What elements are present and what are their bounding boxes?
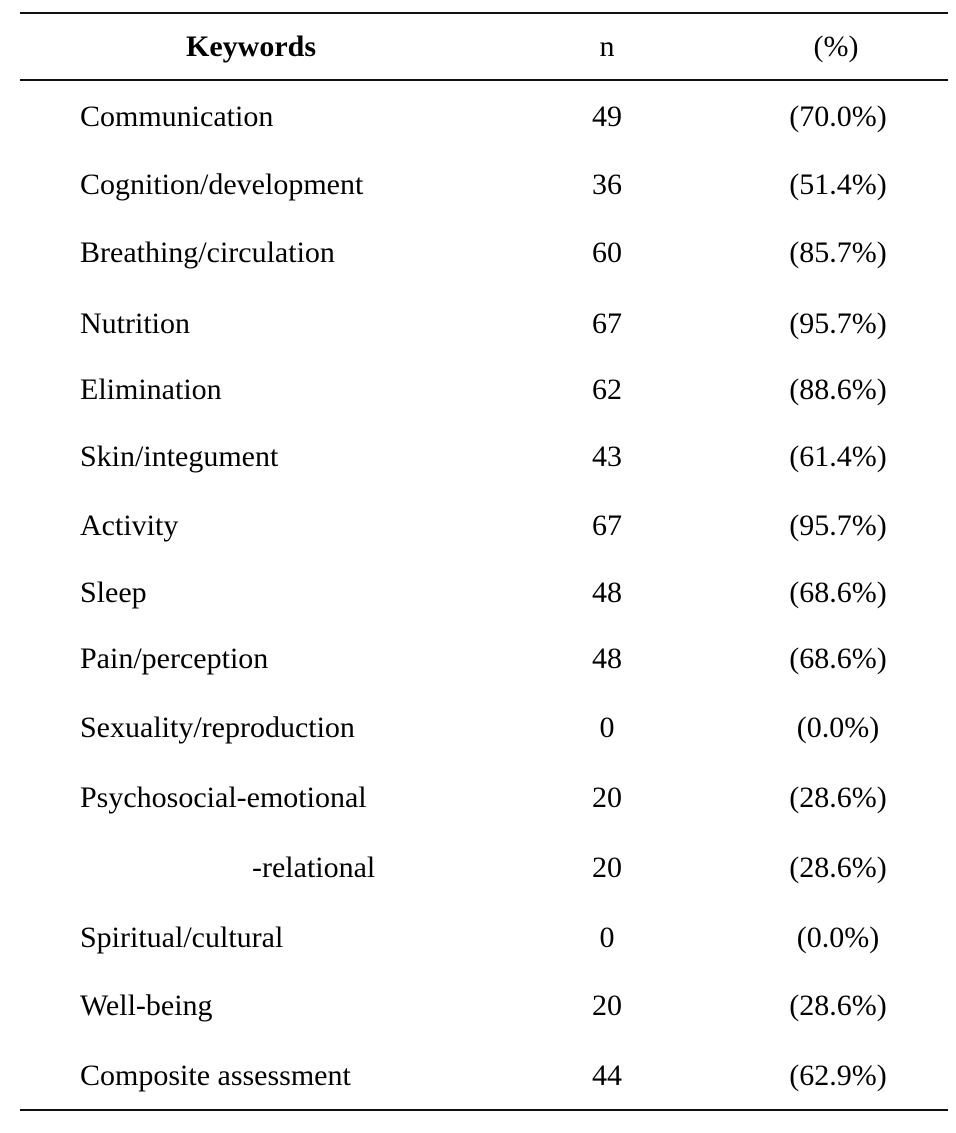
row-percent: (95.7%) — [789, 509, 887, 542]
row-percent: (62.9%) — [789, 1059, 887, 1092]
row-n: 0 — [599, 711, 615, 744]
row-keyword: Sleep — [80, 576, 147, 609]
row-keyword: Activity — [80, 509, 179, 542]
table-row — [20, 918, 948, 958]
row-n: 44 — [592, 1059, 622, 1092]
row-n: 0 — [599, 921, 615, 954]
row-percent: (51.4%) — [789, 168, 887, 201]
row-keyword: Spiritual/cultural — [80, 921, 284, 954]
row-keyword: Communication — [80, 100, 274, 133]
row-percent: (0.0%) — [796, 711, 880, 744]
table-row — [20, 97, 948, 137]
row-n: 48 — [592, 576, 622, 609]
row-n: 48 — [592, 642, 622, 675]
row-n: 49 — [592, 100, 622, 133]
row-keyword: Well-being — [80, 989, 213, 1022]
table-row — [20, 778, 948, 818]
header-keywords: Keywords — [186, 30, 316, 63]
row-percent: (28.6%) — [789, 989, 887, 1022]
row-n: 20 — [592, 781, 622, 814]
header-rule — [20, 79, 948, 81]
row-keyword: Breathing/circulation — [80, 236, 335, 269]
row-percent: (70.0%) — [789, 100, 887, 133]
row-percent: (88.6%) — [789, 373, 887, 406]
row-keyword: Elimination — [80, 373, 222, 406]
table-row — [20, 639, 948, 679]
table-row — [20, 573, 948, 613]
header-n: n — [599, 30, 615, 63]
row-n: 67 — [592, 307, 622, 340]
table-row — [20, 1056, 948, 1096]
row-percent: (28.6%) — [789, 851, 887, 884]
row-keyword: Psychosocial-emotional — [80, 781, 367, 814]
row-n: 60 — [592, 236, 622, 269]
row-percent: (68.6%) — [789, 576, 887, 609]
row-percent: (85.7%) — [789, 236, 887, 269]
row-percent: (68.6%) — [789, 642, 887, 675]
bottom-rule — [20, 1109, 948, 1111]
row-keyword: Composite assessment — [80, 1059, 351, 1092]
row-keyword: Skin/integument — [80, 440, 279, 473]
row-percent: (28.6%) — [789, 781, 887, 814]
header-percent: (%) — [813, 30, 859, 63]
table-row — [20, 233, 948, 273]
table-header — [20, 14, 948, 79]
table-row — [20, 708, 948, 748]
row-keyword: Nutrition — [80, 307, 190, 340]
table-row — [20, 437, 948, 477]
table-row — [20, 165, 948, 205]
row-keyword: Sexuality/reproduction — [80, 711, 355, 744]
table-row — [20, 848, 948, 888]
row-n: 36 — [592, 168, 622, 201]
row-keyword: Pain/perception — [80, 642, 269, 675]
row-n: 20 — [592, 851, 622, 884]
row-keyword: -relational — [252, 851, 376, 884]
row-n: 20 — [592, 989, 622, 1022]
table-row — [20, 986, 948, 1026]
row-n: 67 — [592, 509, 622, 542]
row-keyword: Cognition/development — [80, 168, 364, 201]
row-percent: (0.0%) — [796, 921, 880, 954]
row-n: 62 — [592, 373, 622, 406]
row-percent: (61.4%) — [789, 440, 887, 473]
table-row — [20, 506, 948, 546]
table-row — [20, 304, 948, 344]
row-n: 43 — [592, 440, 622, 473]
table-row — [20, 370, 948, 410]
row-percent: (95.7%) — [789, 307, 887, 340]
